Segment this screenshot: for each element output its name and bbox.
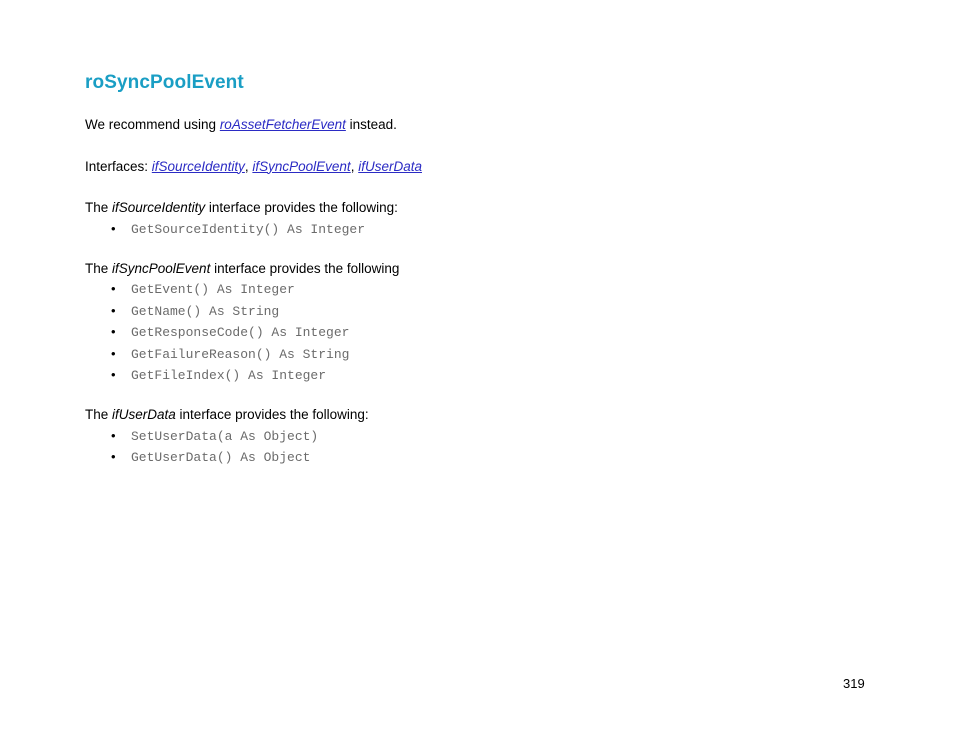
method-list-ifsourceidentity: [85, 223, 875, 236]
section-interface-name-1: ifSyncPoolEvent: [112, 260, 211, 276]
section-intro-ifsourceidentity: [85, 199, 875, 217]
section-intro-before-0: The: [85, 200, 113, 216]
recommendation-paragraph: [85, 116, 875, 134]
section-intro-ifsyncpoolevent: [85, 260, 875, 278]
page-number: 319: [843, 676, 865, 691]
list-item: • GetFailureReason() As String: [85, 348, 875, 361]
section-interface-name-0: ifSourceIdentity: [112, 200, 206, 216]
interfaces-label: Interfaces:: [85, 158, 152, 174]
list-item: • SetUserData(a As Object): [85, 430, 875, 443]
recommendation-text-after: instead.: [345, 117, 397, 132]
interfaces-paragraph: [85, 158, 875, 176]
recommendation-text-before: We recommend using: [85, 117, 220, 132]
method-list-ifuserdata: [85, 430, 875, 465]
list-item: • GetUserData() As Object: [85, 451, 875, 464]
section-interface-name-2: ifUserData: [112, 407, 176, 423]
section-intro-after-0: interface provides the following:: [205, 200, 398, 216]
section-intro-after-2: interface provides the following:: [175, 407, 369, 423]
list-item: • GetSourceIdentity() As Integer: [85, 223, 875, 236]
method-list-ifsyncpoolevent: [85, 283, 875, 382]
list-item: • GetName() As String: [85, 305, 875, 318]
ifsyncpoolevent-link[interactable]: ifSyncPoolEvent: [252, 158, 351, 174]
ifsourceidentity-link[interactable]: ifSourceIdentity: [151, 158, 245, 174]
list-item: • GetResponseCode() As Integer: [85, 326, 875, 339]
section-intro-before-2: The: [85, 407, 113, 423]
document-content: [85, 72, 875, 488]
section-intro-before-1: The: [85, 260, 113, 276]
list-item: • GetEvent() As Integer: [85, 283, 875, 296]
interfaces-separator-1: ,: [244, 158, 253, 174]
roassetfetcherevent-link[interactable]: roAssetFetcherEvent: [219, 117, 346, 132]
section-intro-after-1: interface provides the following: [210, 260, 400, 276]
interfaces-separator-2: ,: [350, 158, 359, 174]
section-intro-ifuserdata: [85, 406, 875, 424]
page-title: roSyncPoolEvent: [85, 72, 244, 93]
ifuserdata-link[interactable]: ifUserData: [358, 158, 422, 174]
list-item: • GetFileIndex() As Integer: [85, 369, 875, 382]
